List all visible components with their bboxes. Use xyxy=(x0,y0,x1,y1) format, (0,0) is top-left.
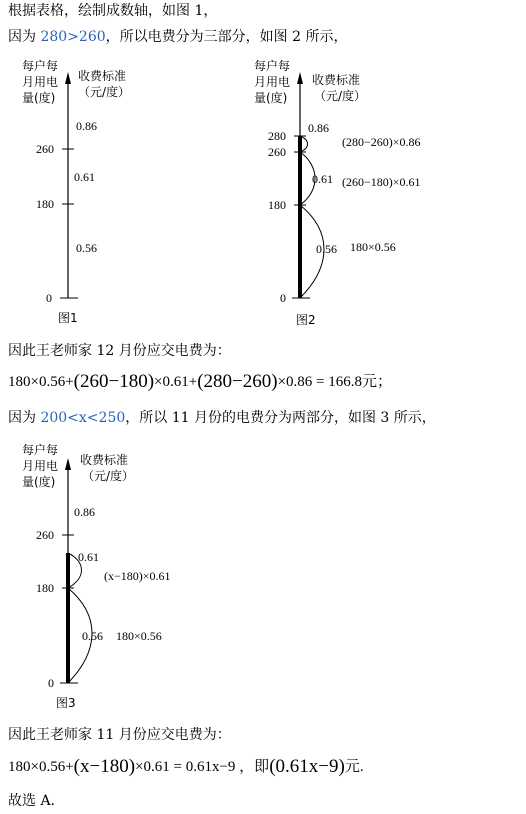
condition-line-2 xyxy=(8,409,436,427)
inequality: 280>260 xyxy=(40,29,106,45)
text: ，所以 11 月份的电费分为两部分，如图 3 所示， xyxy=(125,410,436,426)
axis-label-right: 收费标准 xyxy=(80,453,129,467)
axis-label-right: 收费标准 xyxy=(78,69,127,83)
axis-label-left: 量(度) xyxy=(254,91,288,105)
axis-label-left: 每户每 xyxy=(22,59,59,73)
tick-label: 260 xyxy=(36,528,54,542)
calc-annotation: (x−180)×0.61 xyxy=(104,569,171,583)
answer-line: 故选 A. xyxy=(8,793,56,809)
figure-caption: 图1 xyxy=(58,311,78,325)
figure-2 xyxy=(232,56,472,331)
condition-line-1 xyxy=(8,28,347,46)
tick-label: 260 xyxy=(268,145,286,159)
tick-label: 280 xyxy=(268,129,286,143)
rate-label: 0.61 xyxy=(78,550,99,564)
tick-label: 0 xyxy=(48,676,54,690)
calc-annotation: (260−180)×0.61 xyxy=(342,175,421,189)
equation-part: ×0.61 = 0.61x−9 ，即 xyxy=(135,759,270,775)
inequality: 200<x<250 xyxy=(40,410,126,426)
rate-label: 0.56 xyxy=(316,242,337,256)
axis-label-right: （元/度） xyxy=(78,85,131,99)
axis-label-left: 月用电 xyxy=(22,459,59,473)
axis-label-left: 量(度) xyxy=(22,475,56,489)
tick-label: 260 xyxy=(36,142,54,156)
rate-label: 0.56 xyxy=(82,629,103,643)
figure-caption: 图3 xyxy=(56,696,76,710)
equation-11 xyxy=(8,757,364,776)
equation-part: (0.61x−9) xyxy=(269,756,345,777)
rate-label: 0.56 xyxy=(76,241,97,255)
axis-arrow xyxy=(65,72,71,84)
result-intro-12: 因此王老师家 12 月份应交电费为： xyxy=(8,343,231,359)
axis-label-right: （元/度） xyxy=(82,469,135,483)
rate-label: 0.86 xyxy=(74,505,95,519)
axis-arrow xyxy=(65,458,71,470)
rate-label: 0.61 xyxy=(312,172,333,186)
equation-part: ×0.61+ xyxy=(154,374,198,390)
rate-label: 0.86 xyxy=(308,121,329,135)
figure-caption: 图2 xyxy=(296,313,316,327)
rate-label: 0.86 xyxy=(76,119,97,133)
axis-label-left: 量(度) xyxy=(22,91,56,105)
calc-annotation: (280−260)×0.86 xyxy=(342,135,421,149)
tick-label: 0 xyxy=(46,291,52,305)
text: 因为 xyxy=(8,410,41,426)
text: 因为 xyxy=(8,29,41,45)
rate-label: 0.61 xyxy=(74,170,95,184)
tick-label: 180 xyxy=(268,198,286,212)
figure-3 xyxy=(0,440,220,715)
equation-12 xyxy=(8,372,392,391)
intro-line: 根据表格，绘制成数轴，如图 1， xyxy=(8,3,218,19)
tick-label: 180 xyxy=(36,197,54,211)
axis-label-right: 收费标准 xyxy=(312,73,361,87)
axis-label-right: （元/度） xyxy=(314,89,367,103)
axis-arrow xyxy=(297,72,303,84)
figure-1 xyxy=(0,56,170,331)
equation-part: (260−180) xyxy=(73,371,155,392)
calc-annotation: 180×0.56 xyxy=(116,629,162,643)
calc-annotation: 180×0.56 xyxy=(350,240,396,254)
axis-label-left: 每户每 xyxy=(254,59,291,73)
equation-part: ×0.86 = 166.8元； xyxy=(277,374,393,390)
tick-label: 180 xyxy=(36,581,54,595)
equation-part: (280−260) xyxy=(197,371,278,392)
equation-part: 180×0.56+ xyxy=(8,374,74,390)
equation-part: 180×0.56+ xyxy=(8,759,74,775)
axis-label-left: 月用电 xyxy=(254,75,291,89)
axis-label-left: 每户每 xyxy=(22,443,59,457)
text: ，所以电费分为三部分，如图 2 所示， xyxy=(105,29,348,45)
axis-label-left: 月用电 xyxy=(22,75,59,89)
equation-part: 元. xyxy=(344,759,364,775)
tick-label: 0 xyxy=(280,291,286,305)
equation-part: (x−180) xyxy=(73,756,136,777)
result-intro-11: 因此王老师家 11 月份应交电费为： xyxy=(8,727,231,743)
